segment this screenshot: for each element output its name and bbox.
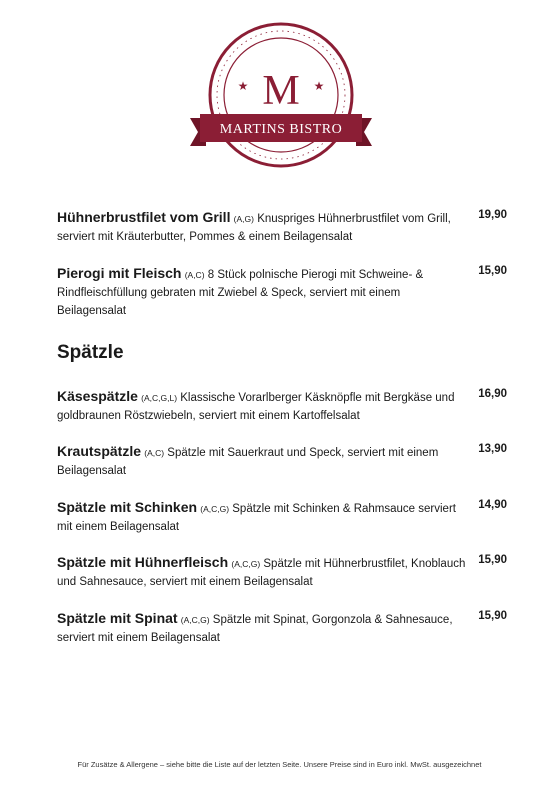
- item-name: Spätzle mit Schinken: [57, 499, 198, 515]
- item-description: Knuspriges Hühnerbrustfilet vom Grill, serviert mit Kräuterbutter, Pommes & einem Beilagensalat: [57, 213, 451, 243]
- menu-item: [57, 442, 507, 480]
- item-description: Spätzle mit Schinken & Rahmsauce serviert mit einem Beilagensalat: [57, 503, 456, 533]
- star-left-icon: ★: [237, 79, 249, 93]
- menu-item: [57, 264, 507, 320]
- item-price: 15,90: [478, 554, 507, 566]
- item-allergen: (A,C): [184, 270, 205, 280]
- item-name: Hühnerbrustfilet vom Grill: [57, 209, 231, 225]
- item-allergen: (A,C,G): [231, 559, 261, 569]
- item-name: Pierogi mit Fleisch: [57, 265, 182, 281]
- item-name: Krautspätzle: [57, 443, 142, 459]
- item-description: Spätzle mit Hühnerbrustfilet, Knoblauch und Sahnesauce, serviert mit einem Beilagensalat: [57, 558, 466, 588]
- menu-item: [57, 387, 507, 425]
- menu-item: [57, 208, 507, 246]
- item-name: Spätzle mit Hühnerfleisch: [57, 554, 229, 570]
- logo-name: MARTINS BISTRO: [219, 122, 343, 137]
- section-title: Spätzle: [57, 342, 124, 363]
- item-description: Spätzle mit Spinat, Gorgonzola & Sahnesauce, serviert mit einem Beilagensalat: [57, 614, 453, 644]
- item-description: 8 Stück polnische Pierogi mit Schweine- & Rindfleischfüllung gebraten mit Zwiebel & Speck, serviert mit einem Beilagensalat: [57, 269, 424, 317]
- item-allergen: (A,G): [233, 214, 254, 224]
- item-price: 19,90: [478, 209, 507, 221]
- item-name: Spätzle mit Spinat: [57, 610, 178, 626]
- item-price: 15,90: [478, 265, 507, 277]
- item-allergen: (A,C,G): [180, 615, 210, 625]
- menu-item: [57, 553, 507, 591]
- item-allergen: (A,C,G,L): [141, 393, 178, 403]
- martins-bistro-logo-icon: [186, 22, 376, 180]
- item-description: Spätzle mit Sauerkraut und Speck, serviert mit einem Beilagensalat: [57, 447, 439, 477]
- item-name: Käsespätzle: [57, 388, 138, 404]
- menu-item: [57, 609, 507, 647]
- footer-note: Für Zusätze & Allergene – siehe bitte die Liste auf der letzten Seite. Unsere Preise sind in Euro inkl. MwSt. ausgezeichnet: [77, 760, 482, 769]
- item-allergen: (A,C): [144, 448, 165, 458]
- item-description: Klassische Vorarlberger Käsknöpfle mit Bergkäse und goldbraunen Röstzwiebeln, serviert mit einem Kartoffelsalat: [57, 392, 455, 422]
- item-price: 16,90: [478, 388, 507, 400]
- item-price: 15,90: [478, 610, 507, 622]
- menu-item: [57, 498, 507, 536]
- item-price: 13,90: [478, 443, 507, 455]
- logo-letter: M: [262, 68, 300, 114]
- item-price: 14,90: [478, 499, 507, 511]
- star-right-icon: ★: [313, 79, 325, 93]
- item-allergen: (A,C,G): [200, 504, 230, 514]
